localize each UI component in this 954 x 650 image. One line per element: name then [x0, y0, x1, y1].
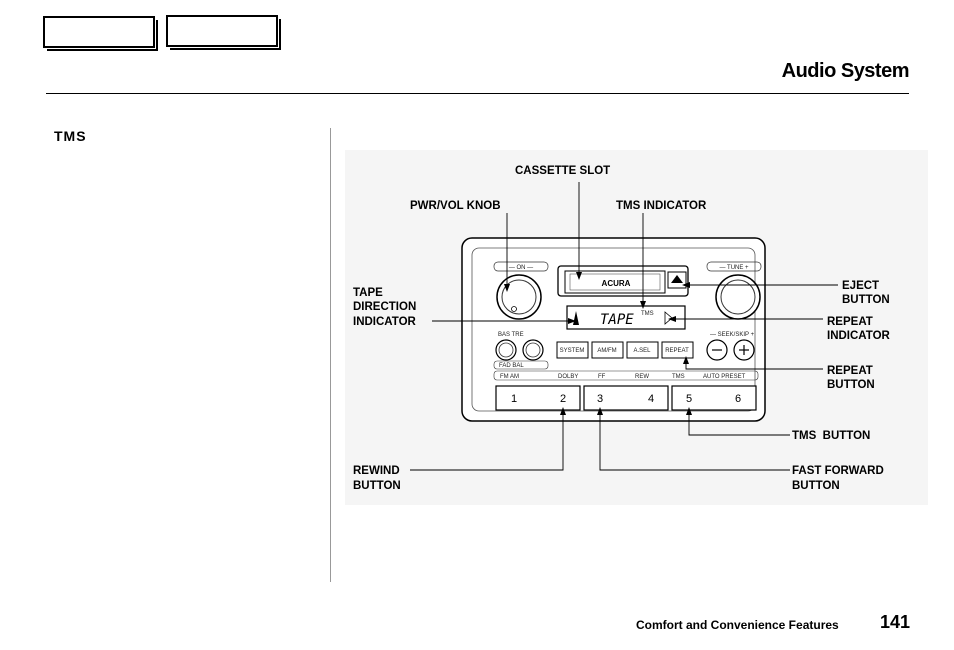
label-tms-button: TMS BUTTON [792, 430, 871, 442]
brand-label: ACURA [601, 279, 631, 288]
pwr-vol-knob[interactable] [497, 275, 541, 319]
strip-tms: TMS [672, 374, 685, 380]
top-right-caption: — TUNE + [719, 265, 749, 271]
mid-left-caption: BAS TRE [498, 332, 524, 338]
label-cassette-slot: CASSETTE SLOT [515, 165, 611, 177]
svg-text:A.SEL: A.SEL [633, 348, 651, 354]
preset-button-pair-1-2[interactable] [496, 386, 580, 410]
section-heading: TMS [54, 128, 87, 144]
label-repeat-button-2: BUTTON [827, 379, 875, 391]
label-fast-forward-2: BUTTON [792, 480, 840, 492]
am-fm-button[interactable] [592, 342, 623, 358]
preset-key-2: 2 [559, 393, 567, 405]
preset-key-6: 6 [734, 393, 742, 405]
strip-auto-preset: AUTO PRESET [703, 374, 746, 380]
lcd-tms-text: TMS [641, 311, 654, 317]
label-rewind-2: BUTTON [353, 480, 401, 492]
system-button[interactable] [557, 342, 588, 358]
lcd-text: TAPE [600, 312, 634, 328]
label-tms-indicator: TMS INDICATOR [616, 200, 707, 212]
preset-button-pair-5-6[interactable] [672, 386, 756, 410]
preset-key-5: 5 [685, 393, 693, 405]
head-unit [462, 238, 765, 421]
lcd-display [567, 306, 685, 329]
label-fast-forward-1: FAST FORWARD [792, 465, 884, 477]
seek-minus-button[interactable] [707, 340, 727, 360]
preset-key-3: 3 [596, 393, 604, 405]
strip-dolby: DOLBY [558, 374, 579, 380]
mid-right-caption: — SEEK/SKIP + [710, 332, 755, 338]
strip-rew: REW [635, 374, 649, 380]
seek-plus-button[interactable] [734, 340, 754, 360]
treble-knob[interactable] [523, 340, 543, 360]
top-left-caption: — ON — [508, 265, 534, 271]
repeat-button[interactable] [662, 342, 693, 358]
label-eject-1: EJECT [842, 280, 880, 292]
strip-fm-am: FM AM [500, 374, 519, 380]
page-number: 141 [880, 612, 911, 632]
strip-ff: FF [598, 374, 606, 380]
label-pwr-vol-knob: PWR/VOL KNOB [410, 200, 501, 212]
tune-knob[interactable] [716, 275, 760, 319]
svg-text:SYSTEM: SYSTEM [559, 348, 585, 354]
strip-left-caption: FAD BAL [499, 363, 524, 369]
preset-button-pair-3-4[interactable] [584, 386, 668, 410]
page-title: Audio System [781, 60, 909, 82]
label-eject-2: BUTTON [842, 294, 890, 306]
label-repeat-button-1: REPEAT [827, 365, 873, 377]
label-rewind-1: REWIND [353, 465, 400, 477]
bass-knob[interactable] [496, 340, 516, 360]
svg-text:AM/FM: AM/FM [597, 348, 617, 354]
footer-section-name: Comfort and Convenience Features [636, 618, 839, 632]
preset-key-4: 4 [647, 393, 655, 405]
label-repeat-indicator-1: REPEAT [827, 316, 873, 328]
label-repeat-indicator-2: INDICATOR [827, 330, 890, 342]
label-tape-direction-2: DIRECTION [353, 301, 417, 313]
eject-button[interactable] [668, 272, 686, 288]
label-tape-direction-3: INDICATOR [353, 316, 416, 328]
svg-text:REPEAT: REPEAT [665, 348, 689, 354]
label-tape-direction-1: TAPE [353, 287, 383, 299]
preset-key-1: 1 [510, 393, 518, 405]
a-sel-button[interactable] [627, 342, 658, 358]
